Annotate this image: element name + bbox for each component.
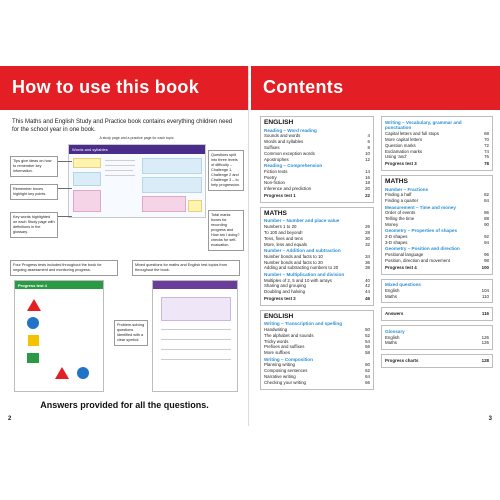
contents-entry-bold[interactable] xyxy=(385,358,489,364)
book-spread xyxy=(0,66,500,426)
entry-page: 110 xyxy=(482,293,489,299)
entry-page: 20 xyxy=(365,186,370,192)
entry-title: Fiction texts xyxy=(264,168,288,174)
sample-heading-right xyxy=(137,145,205,154)
entry-title: Adding and subtracting numbers to 20 xyxy=(264,265,339,271)
entry-title: Tricky words xyxy=(264,338,289,344)
contents-entry-bold[interactable] xyxy=(385,161,489,167)
entry-title: Common exception words xyxy=(264,150,315,156)
problem-solving-note: Problem-solving questions identified with a clear symbol. xyxy=(114,320,148,346)
circle-shape-icon xyxy=(27,317,39,329)
contents-box xyxy=(381,175,493,275)
section-heading: Writing – Transcription and spelling xyxy=(264,321,343,327)
entry-title: Suffixes xyxy=(264,144,280,150)
entry-page: 6 xyxy=(367,139,370,145)
section-heading: Number – Number and place value xyxy=(264,218,340,224)
answer-line xyxy=(161,349,231,350)
entry-title: Exclamation marks xyxy=(385,148,423,154)
contents-entry[interactable] xyxy=(264,265,370,271)
entry-page: 86 xyxy=(484,210,489,216)
entry-page: 44 xyxy=(365,289,370,295)
answers-banner-text: Answers provided for all the questions. xyxy=(40,400,209,410)
contents-entry-bold[interactable] xyxy=(385,265,489,271)
entry-title: To 100 and beyond! xyxy=(264,229,303,235)
contents-box xyxy=(381,279,493,304)
answer-line xyxy=(161,339,231,340)
entry-page: 38 xyxy=(365,265,370,271)
entry-title: Checking your writing xyxy=(264,379,306,385)
entry-page: 56 xyxy=(365,344,370,350)
section-heading: Measurement – Time and money xyxy=(385,204,456,210)
entry-title: The alphabet and sounds xyxy=(264,332,314,338)
contents-entry[interactable] xyxy=(264,350,370,356)
section-heading: Geometry – Properties of shapes xyxy=(385,228,457,234)
how-to-use-page xyxy=(0,66,249,426)
entry-title: Finding a half xyxy=(385,192,412,198)
contents-entry[interactable] xyxy=(385,340,489,346)
entry-title: Finding a quarter xyxy=(385,198,419,204)
entry-page: 54 xyxy=(365,338,370,344)
entry-title: Progress test 4 xyxy=(385,264,417,270)
contents-box xyxy=(260,310,374,390)
entry-page: 100 xyxy=(481,264,489,270)
entry-page: 98 xyxy=(484,257,489,263)
remember-connector xyxy=(58,188,72,189)
section-heading: Writing – Composition xyxy=(264,356,313,362)
subject-heading: MATHS xyxy=(385,177,408,185)
section-heading: Writing – Vocabulary, grammar and punctuation xyxy=(385,119,462,131)
contents-entry[interactable] xyxy=(264,289,370,295)
entry-page: 128 xyxy=(481,358,489,364)
contents-box xyxy=(260,116,374,203)
entry-page: 82 xyxy=(484,192,489,198)
entry-page: 116 xyxy=(481,311,489,317)
key-words-connector xyxy=(58,216,72,217)
entry-title: English xyxy=(385,334,400,340)
progress-test-heading: Progress test 4 xyxy=(15,281,103,289)
entry-page: 88 xyxy=(484,216,489,222)
contents-entry[interactable] xyxy=(264,157,370,163)
section-heading: Number – Addition and subtraction xyxy=(264,247,341,253)
mixed-questions-note: Mixed questions for maths and English test topics from throughout the book. xyxy=(132,260,240,276)
entry-title: Handwriting xyxy=(264,327,288,333)
contents-entry[interactable] xyxy=(385,222,489,228)
sample-text-line xyxy=(105,175,135,176)
entry-page: 14 xyxy=(365,168,370,174)
sample-keyword-block xyxy=(73,190,101,212)
page-banner xyxy=(0,66,248,110)
sample-spread xyxy=(68,136,206,218)
entry-title: Progress test 1 xyxy=(264,192,296,198)
contents-entry-bold[interactable] xyxy=(264,296,370,302)
sample-total-marks xyxy=(188,200,202,212)
intro-text: This Maths and English Study and Practice book contains everything children need for the school year in one book. xyxy=(12,119,233,133)
entry-page: 92 xyxy=(484,234,489,240)
total-marks-note: Total marks boxes for recording progress and How am I doing? checks for self-evaluation. xyxy=(208,210,244,251)
entry-title: Positional language xyxy=(385,252,424,258)
sample-challenge-1 xyxy=(142,158,202,174)
entry-title: Multiples of 2, 5 and 10 with arrays xyxy=(264,277,332,283)
contents-entry[interactable] xyxy=(385,240,489,246)
square-shape-icon xyxy=(28,335,39,346)
entry-title: Number bonds and facts to 10 xyxy=(264,253,323,259)
entry-page: 126 xyxy=(481,340,489,346)
entry-title: Non-fiction xyxy=(264,180,285,186)
entry-page: 52 xyxy=(365,332,370,338)
page-banner xyxy=(251,66,500,110)
entry-title: Sharing and grouping xyxy=(264,283,306,289)
entry-page: 16 xyxy=(365,174,370,180)
sample-text-line xyxy=(105,170,133,171)
answer-line xyxy=(161,359,231,360)
section-heading: Mixed questions xyxy=(385,282,421,288)
entry-page: 36 xyxy=(365,259,370,265)
triangle-shape-icon xyxy=(27,299,41,311)
entry-page: 74 xyxy=(484,148,489,154)
entry-title: Planning writing xyxy=(264,362,295,368)
subject-heading: ENGLISH xyxy=(264,119,294,126)
entry-title: 3-D shapes xyxy=(385,239,408,245)
contents-entry[interactable] xyxy=(385,198,489,204)
entry-title: Numbers 1 to 20 xyxy=(264,224,297,230)
entry-page: 50 xyxy=(365,327,370,333)
entry-title: 2-D shapes xyxy=(385,234,408,240)
contents-page xyxy=(251,66,500,426)
entry-page: 28 xyxy=(365,229,370,235)
entry-page: 32 xyxy=(365,241,370,247)
entry-page: 22 xyxy=(365,192,370,198)
contents-box xyxy=(381,325,493,350)
contents-title: Contents xyxy=(263,77,344,97)
section-heading: Number – Fractions xyxy=(385,186,429,192)
entry-page: 126 xyxy=(481,334,489,340)
remember-note: Remember boxes highlight key points. xyxy=(10,184,58,200)
sample-tip-block xyxy=(73,158,101,168)
entry-page: 70 xyxy=(484,136,489,142)
section-heading: Geometry – Position and direction xyxy=(385,246,460,252)
entry-title: Prefixes and suffixes xyxy=(264,344,305,350)
page-title: How to use this book xyxy=(12,77,200,97)
contents-entry[interactable] xyxy=(264,242,370,248)
entry-title: Progress charts xyxy=(385,358,419,364)
progress-test-thumbnail xyxy=(14,280,104,392)
contents-box xyxy=(381,354,493,368)
hexagon-shape-icon xyxy=(27,353,39,363)
entry-page: 94 xyxy=(484,239,489,245)
entry-page: 42 xyxy=(365,283,370,289)
section-heading: Reading – Comprehension xyxy=(264,162,323,168)
contents-entry-bold[interactable] xyxy=(264,193,370,199)
entry-title: More, less and equals xyxy=(264,241,307,247)
entry-page: 30 xyxy=(365,235,370,241)
entry-page: 26 xyxy=(365,224,370,230)
entry-title: More capital letters xyxy=(385,136,423,142)
entry-page: 58 xyxy=(365,350,370,356)
answer-line xyxy=(161,329,231,330)
section-heading: Glossary xyxy=(385,328,405,334)
entry-page: 46 xyxy=(365,295,370,301)
entry-page: 40 xyxy=(365,277,370,283)
sample-text-line xyxy=(105,165,135,166)
tips-connector xyxy=(58,161,72,162)
contents-entry[interactable] xyxy=(385,154,489,160)
entry-title: Maths xyxy=(385,293,397,299)
sample-remember-block xyxy=(73,172,101,186)
contents-column-right xyxy=(381,116,493,372)
contents-box xyxy=(260,207,374,306)
subject-heading: ENGLISH xyxy=(264,312,294,320)
entry-title: Order of events xyxy=(385,210,416,216)
tips-note: Tips give ideas on how to remember key information. xyxy=(10,156,58,177)
triangle-shape-icon xyxy=(55,367,69,379)
entry-title: Sounds and words xyxy=(264,133,301,139)
section-heading: Number – Multiplication and division xyxy=(264,271,345,277)
entry-title: Money xyxy=(385,221,399,227)
sample-heading: Words and syllables xyxy=(69,145,137,154)
entry-page: 64 xyxy=(365,374,370,380)
sample-challenge-3 xyxy=(142,196,186,212)
section-heading: Reading – Word reading xyxy=(264,127,317,133)
entry-page: 84 xyxy=(484,198,489,204)
page-number: 3 xyxy=(488,416,492,422)
entry-page: 96 xyxy=(484,252,489,258)
entry-title: Composing sentences xyxy=(264,368,308,374)
spread-caption: A study page and a practice page for each topic. xyxy=(99,136,175,140)
entry-title: Apostrophes xyxy=(264,156,289,162)
entry-page: 68 xyxy=(484,131,489,137)
contents-column-left xyxy=(260,116,374,394)
entry-title: Progress test 2 xyxy=(264,295,296,301)
entry-page: 90 xyxy=(484,221,489,227)
entry-title: More suffixes xyxy=(264,350,291,356)
entry-page: 78 xyxy=(484,161,489,167)
entry-page: 72 xyxy=(484,142,489,148)
contents-entry[interactable] xyxy=(264,380,370,386)
entry-title: Telling the time xyxy=(385,216,415,222)
contents-box xyxy=(381,116,493,171)
contents-entry[interactable] xyxy=(385,294,489,300)
entry-page: 12 xyxy=(365,156,370,162)
contents-entry[interactable] xyxy=(385,258,489,264)
sample-text-line xyxy=(105,160,135,161)
contents-box xyxy=(381,307,493,321)
mixed-questions-thumbnail xyxy=(152,280,238,392)
sample-challenge-2 xyxy=(142,177,202,193)
mixed-questions-heading-bar xyxy=(153,281,237,289)
progress-tests-note: Four Progress tests included throughout the book for ongoing assessment and monitoring progress. xyxy=(10,260,118,276)
key-words-note: Key words highlighted on each Study page with definitions in the glossary. xyxy=(10,212,58,238)
entry-page: 60 xyxy=(365,362,370,368)
entry-page: 34 xyxy=(365,253,370,259)
entry-page: 62 xyxy=(365,368,370,374)
circle-shape-icon xyxy=(77,367,89,379)
entry-title: Narrative writing xyxy=(264,374,296,380)
question-grid xyxy=(161,297,231,321)
entry-page: 18 xyxy=(365,180,370,186)
entry-page: 104 xyxy=(481,287,489,293)
entry-page: 76 xyxy=(484,154,489,160)
entry-page: 10 xyxy=(365,150,370,156)
entry-title: Words and syllables xyxy=(264,139,304,145)
entry-page: 4 xyxy=(367,133,370,139)
entry-title: Using ‘and’ xyxy=(385,154,407,160)
entry-title: Position, direction and movement xyxy=(385,257,450,263)
subject-heading: MATHS xyxy=(264,209,287,217)
entry-page: 8 xyxy=(367,144,370,150)
contents-entry[interactable] xyxy=(264,186,370,192)
entry-title: English xyxy=(385,287,400,293)
entry-title: Question marks xyxy=(385,142,416,148)
contents-entry-bold[interactable] xyxy=(385,311,489,317)
entry-title: Capital letters and full stops xyxy=(385,131,439,137)
entry-title: Inference and prediction xyxy=(264,186,312,192)
page-number: 2 xyxy=(8,416,12,422)
entry-title: Poetry xyxy=(264,174,277,180)
entry-title: Answers xyxy=(385,311,404,317)
entry-title: Doubling and halving xyxy=(264,289,306,295)
entry-page: 66 xyxy=(365,379,370,385)
entry-title: Tens, fives and tens xyxy=(264,235,303,241)
questions-note: Questions split into three levels of difficulty – Challenge 1, Challenge 2 and Challenge 3 – to help progression. xyxy=(208,150,244,191)
entry-title: Number bonds and facts to 20 xyxy=(264,259,323,265)
entry-title: Maths xyxy=(385,340,397,346)
entry-title: Progress test 3 xyxy=(385,161,417,167)
